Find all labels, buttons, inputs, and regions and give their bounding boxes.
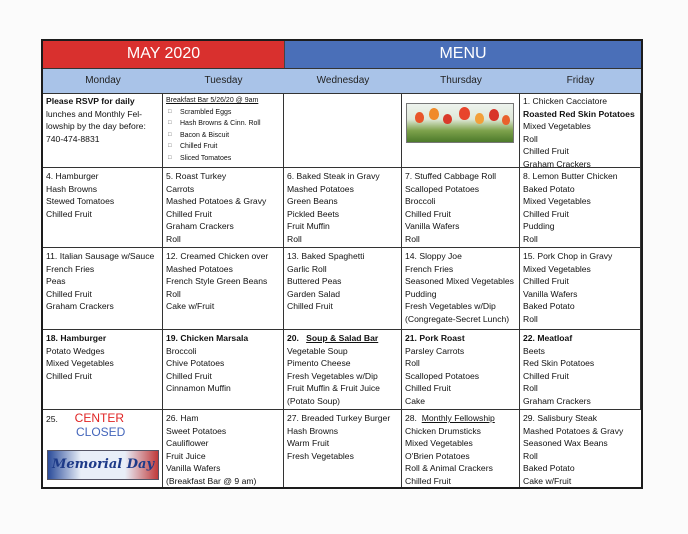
cell-may-28: [402, 410, 520, 487]
menu-item: Roll: [523, 233, 538, 244]
menu-item: Roll: [523, 133, 538, 144]
menu-header: [285, 41, 641, 68]
cell-may-19: [163, 330, 284, 410]
menu-item: Fruit Muffin: [287, 221, 330, 232]
monthly-fellowship-title: Monthly Fellowship: [421, 413, 495, 423]
menu-item: Fruit Juice: [166, 450, 206, 461]
menu-item: Mixed Vegetables: [523, 196, 591, 207]
menu-item: Fruit Muffin & Fruit Juice: [287, 383, 380, 394]
cell-may-25: [43, 410, 163, 487]
breakfast-title: Breakfast Bar 5/26/20 @ 9am: [166, 97, 259, 104]
menu-entree: 6. Baked Steak in Gravy: [287, 171, 380, 181]
menu-item: Buttered Peas: [287, 276, 342, 287]
menu-item: Mashed Potatoes & Gravy: [166, 196, 267, 207]
menu-item: Pudding: [523, 221, 555, 232]
menu-item: □ Scrambled Eggs: [166, 107, 280, 119]
menu-item: French Style Green Beans: [166, 276, 268, 287]
day-tuesday: Tuesday: [204, 75, 243, 86]
menu-item: O'Brien Potatoes: [405, 450, 470, 461]
menu-item: French Fries: [405, 263, 454, 274]
menu-item: □ Sliced Tomatoes: [166, 153, 280, 165]
menu-item: Chilled Fruit: [523, 146, 569, 157]
cell-may-1: [520, 93, 641, 168]
menu-item: Chilled Fruit: [523, 276, 569, 287]
menu-item: Mashed Potatoes: [287, 183, 354, 194]
menu-item: Hash Browns: [287, 425, 339, 436]
menu-entree: 19. Chicken Marsala: [166, 333, 249, 343]
menu-item: Fresh Vegetables w/Dip: [287, 370, 378, 381]
menu-item: Roll: [523, 383, 538, 394]
menu-item: Pickled Beets: [287, 208, 340, 219]
day-thursday: Thursday: [440, 75, 482, 86]
menu-item: □ Chilled Fruit: [166, 141, 280, 153]
month-header: [43, 41, 285, 68]
cell-may-12: [163, 248, 284, 330]
menu-item: Pudding: [405, 288, 437, 299]
menu-item: Scalloped Potatoes: [405, 370, 480, 381]
menu-item: Hash Browns: [46, 183, 98, 194]
menu-entree: 7. Stuffed Cabbage Roll: [405, 171, 497, 181]
soup-salad-bar-title: Soup & Salad Bar: [306, 333, 379, 343]
cell-may-20: [284, 330, 402, 410]
menu-entree: 27. Breaded Turkey Burger: [287, 413, 391, 423]
menu-item: Roll: [523, 450, 538, 461]
menu-item: Baked Potato: [523, 301, 575, 312]
menu-item: Chilled Fruit: [405, 208, 451, 219]
menu-item: Beets: [523, 345, 545, 356]
menu-item: Cinnamon Muffin: [166, 383, 231, 394]
closed-label: CLOSED: [76, 424, 126, 439]
menu-item: Baked Potato: [523, 183, 575, 194]
weekday-header-row: [43, 68, 641, 94]
menu-item: Vanilla Wafers: [166, 463, 221, 474]
menu-item: Stewed Tomatoes: [46, 196, 115, 207]
month-title: MAY 2020: [126, 45, 201, 62]
menu-item: Chive Potatoes: [166, 358, 225, 369]
menu-item: Baked Potato: [523, 463, 575, 474]
menu-item: Mixed Vegetables: [405, 438, 473, 449]
cell-may-6: [284, 168, 402, 248]
menu-item: □ Bacon & Biscuit: [166, 130, 280, 142]
cell-rsvp-note: [43, 93, 163, 168]
day-number: 28.: [405, 413, 417, 423]
menu-item: Broccoli: [405, 196, 436, 207]
rsvp-phone: 740-474-8831: [46, 133, 100, 144]
menu-item: Pimento Cheese: [287, 358, 351, 369]
menu-item: Cake w/Fruit: [523, 475, 572, 486]
menu-item: Cake w/Fruit: [166, 301, 215, 312]
cell-may-5: [163, 168, 284, 248]
menu-item: Graham Crackers: [523, 395, 591, 406]
menu-item: Roll: [405, 233, 420, 244]
menu-entree: 5. Roast Turkey: [166, 171, 227, 181]
menu-item: Vanilla Wafers: [405, 221, 460, 232]
cell-may-26: [163, 410, 284, 487]
menu-item: Warm Fruit: [287, 438, 330, 449]
cell-may-21: [402, 330, 520, 410]
menu-item: Graham Crackers: [523, 158, 591, 168]
menu-entree: 14. Sloppy Joe: [405, 251, 462, 261]
menu-item: Fresh Vegetables w/Dip: [405, 301, 496, 312]
menu-item: (Breakfast Bar @ 9 am): [166, 475, 257, 486]
menu-item: Garden Salad: [287, 288, 341, 299]
menu-item: Fresh Vegetables: [287, 450, 354, 461]
menu-item: (Potato Soup): [287, 395, 341, 406]
cell-may-27: [284, 410, 402, 487]
cell-may-15: [520, 248, 641, 330]
menu-entree: 12. Creamed Chicken over: [166, 251, 269, 261]
menu-entree: 13. Baked Spaghetti: [287, 251, 365, 261]
menu-item: Seasoned Mixed Vegetables: [405, 276, 514, 287]
menu-item: Cauliflower: [166, 438, 209, 449]
menu-item: Roll: [166, 233, 181, 244]
menu-item: Chilled Fruit: [523, 208, 569, 219]
menu-item: Chilled Fruit: [287, 301, 333, 312]
menu-item: Mixed Vegetables: [523, 263, 591, 274]
menu-item: Carrots: [166, 183, 195, 194]
memorial-day-banner: Memorial Day: [47, 450, 159, 480]
cell-may-4: [43, 168, 163, 248]
menu-item: Chicken Drumsticks: [405, 425, 481, 436]
day-number: 20.: [287, 333, 299, 343]
cell-may-8: [520, 168, 641, 248]
menu-item: Parsley Carrots: [405, 345, 465, 356]
menu-item: Chilled Fruit: [405, 475, 451, 486]
menu-item: Broccoli: [166, 345, 197, 356]
menu-item: Mixed Vegetables: [46, 358, 114, 369]
menu-item: Chilled Fruit: [46, 370, 92, 381]
menu-item: Mixed Vegetables: [523, 121, 591, 132]
menu-entree: 8. Lemon Butter Chicken: [523, 171, 618, 181]
menu-item: Vegetable Soup: [287, 345, 348, 356]
menu-item: Potato Wedges: [46, 345, 105, 356]
center-label: CENTER: [74, 411, 125, 425]
day-number: 25.: [46, 414, 58, 424]
rsvp-line: Please RSVP for daily: [46, 96, 135, 106]
cell-may-11: [43, 248, 163, 330]
menu-item: Roll: [287, 233, 302, 244]
day-wednesday: Wednesday: [316, 75, 370, 86]
menu-item: □ Hash Browns & Cinn. Roll: [166, 118, 280, 130]
menu-entree: 18. Hamburger: [46, 333, 107, 343]
menu-item: Chilled Fruit: [166, 370, 212, 381]
cell-breakfast-bar: [163, 93, 284, 168]
menu-item: Graham Crackers: [46, 301, 114, 312]
menu-entree: 29. Salisbury Steak: [523, 413, 598, 423]
menu-item: Sweet Potatoes: [166, 425, 227, 436]
menu-item: Red Skin Potatoes: [523, 358, 595, 369]
menu-item: Roll: [523, 313, 538, 324]
menu-item: Vanilla Wafers: [523, 288, 578, 299]
rsvp-line: lunches and Monthly Fel-: [46, 108, 143, 119]
menu-item: Green Beans: [287, 196, 338, 207]
menu-item: French Fries: [46, 263, 95, 274]
menu-item: Roll: [166, 288, 181, 299]
menu-item: Roll: [405, 358, 420, 369]
rsvp-line: lowship by the day before:: [46, 121, 146, 132]
cell-may-18: [43, 330, 163, 410]
menu-entree: 22. Meatloaf: [523, 333, 573, 343]
menu-title: MENU: [439, 45, 487, 62]
menu-calendar: [41, 39, 643, 489]
day-friday: Friday: [566, 75, 595, 86]
menu-entree: 11. Italian Sausage w/Sauce: [46, 251, 155, 261]
cell-may-29: [520, 410, 641, 487]
cell-may-14: [402, 248, 520, 330]
menu-item: Mashed Potatoes: [166, 263, 233, 274]
menu-entree: 4. Hamburger: [46, 171, 99, 181]
menu-item: Scalloped Potatoes: [405, 183, 480, 194]
menu-item: Cake: [405, 395, 426, 406]
menu-item: Graham Crackers: [166, 221, 234, 232]
menu-item: Mashed Potatoes & Gravy: [523, 425, 624, 436]
menu-item: (Congregate-Secret Lunch): [405, 313, 510, 324]
menu-item: Chilled Fruit: [405, 383, 451, 394]
menu-item: Chilled Fruit: [523, 370, 569, 381]
menu-entree: 26. Ham: [166, 413, 199, 423]
menu-item: Roll & Animal Crackers: [405, 463, 493, 474]
menu-entree: 1. Chicken Cacciatore: [523, 96, 608, 106]
menu-item: Garlic Roll: [287, 263, 327, 274]
menu-entree: 15. Pork Chop in Gravy: [523, 251, 613, 261]
menu-item: Roasted Red Skin Potatoes: [523, 108, 635, 119]
cell-empty-wednesday: [284, 93, 402, 168]
menu-item: Chilled Fruit: [46, 288, 92, 299]
menu-entree: 21. Pork Roast: [405, 333, 465, 343]
cell-may-7: [402, 168, 520, 248]
menu-item: Chilled Fruit: [46, 208, 92, 219]
menu-item: Chilled Fruit: [166, 208, 212, 219]
cell-may-22: [520, 330, 641, 410]
menu-item: Peas: [46, 276, 66, 287]
cell-flower-image: [402, 93, 520, 168]
cell-may-13: [284, 248, 402, 330]
menu-item: Seasoned Wax Beans: [523, 438, 608, 449]
day-monday: Monday: [85, 75, 121, 86]
tulip-photo: [406, 103, 514, 143]
